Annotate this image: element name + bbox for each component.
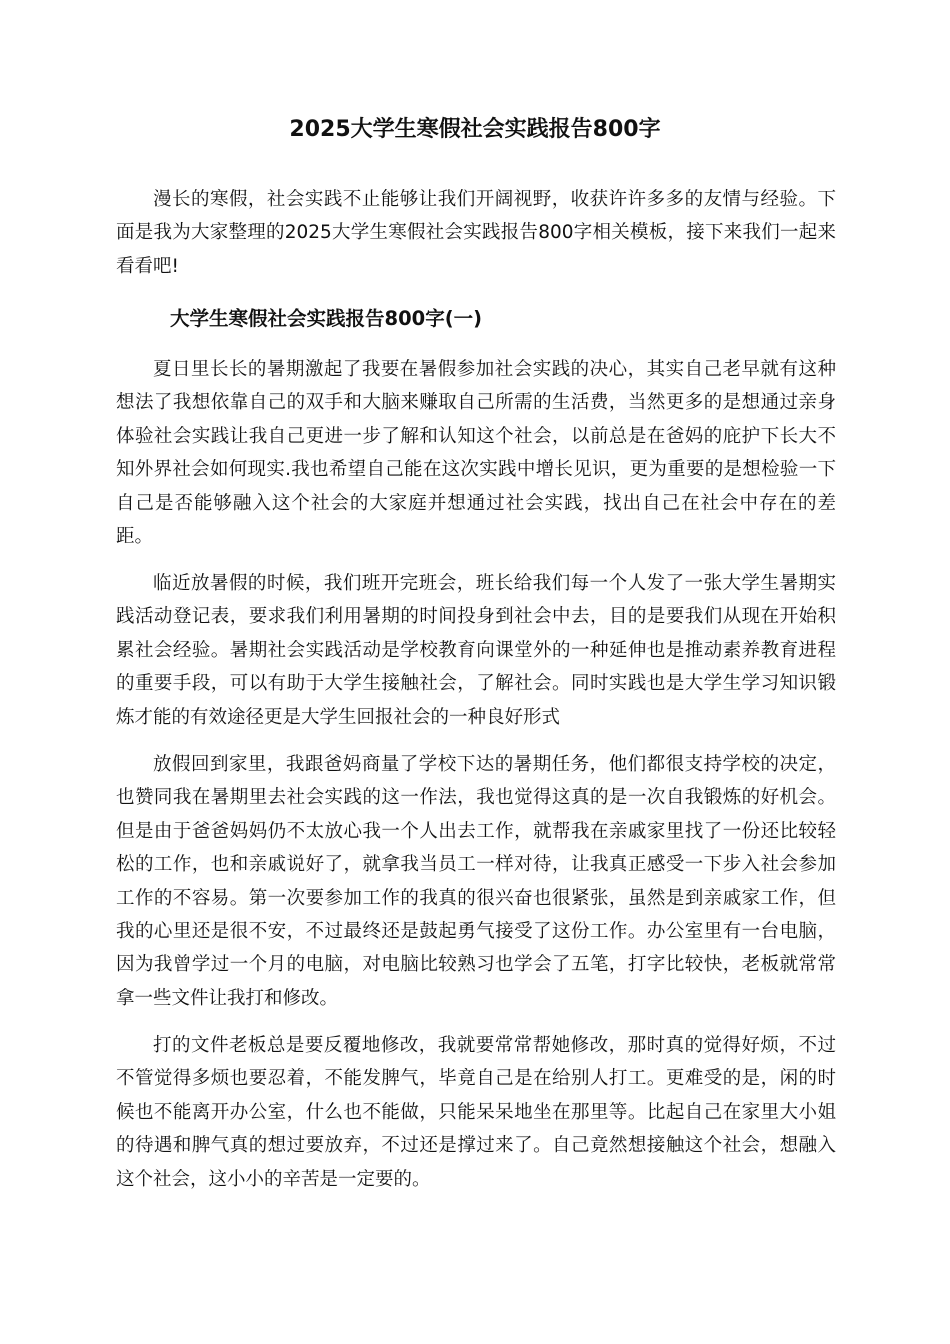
intro-paragraph: 漫长的寒假，社会实践不止能够让我们开阔视野，收获许许多多的友情与经验。下面是我为大家整理的2025大学生寒假社会实践报告800字相关模板，接下来我们一起来看看吧! — [116, 189, 836, 277]
body-paragraph-4: 打的文件老板总是要反覆地修改，我就要常常帮她修改，那时真的觉得好烦，不过不管觉得多烦也要忍着，不能发脾气，毕竟自己是在给别人打工。更难受的是，闲的时候也不能离开办公室，什么也不能做，只能呆呆地坐在那里等。比起自己在家里大小姐的待遇和脾气真的想过要放弃，不过还是撑过来了。自己竟然想接触这个社会，想融入这个社会，这小小的辛苦是一定要的。 — [116, 1035, 836, 1190]
document-title: 2025大学生寒假社会实践报告800字 — [289, 117, 661, 142]
section-heading: 大学生寒假社会实践报告800字(一) — [170, 307, 483, 330]
body-paragraph-1: 夏日里长长的暑期激起了我要在暑假参加社会实践的决心，其实自己老早就有这种想法了我想依靠自己的双手和大脑来赚取自己所需的生活费，当然更多的是想通过亲身体验社会实践让我自己更进一步了解和认知这个社会，以前总是在爸妈的庇护下长大不知外界社会如何现实.我也希望自己能在这次实践中增长见识，更为重要的是想检验一下自己是否能够融入这个社会的大家庭并想通过社会实践，找出自己在社会中存在的差距。 — [116, 359, 836, 548]
body-paragraph-3: 放假回到家里，我跟爸妈商量了学校下达的暑期任务，他们都很支持学校的决定，也赞同我在暑期里去社会实践的这一作法，我也觉得这真的是一次自我锻炼的好机会。但是由于爸爸妈妈仍不太放心我一个人出去工作，就帮我在亲戚家里找了一份还比较轻松的工作，也和亲戚说好了，就拿我当员工一样对待，让我真正感受一下步入社会参加工作的不容易。第一次要参加工作的我真的很兴奋也很紧张，虽然是到亲戚家工作，但我的心里还是很不安，不过最终还是鼓起勇气接受了这份工作。办公室里有一台电脑，因为我曾学过一个月的电脑，对电脑比较熟习也学会了五笔，打字比较快，老板就常常拿一些文件让我打和修改。 — [116, 754, 836, 1009]
body-paragraph-2: 临近放暑假的时候，我们班开完班会，班长给我们每一个人发了一张大学生暑期实践活动登记表，要求我们利用暑期的时间投身到社会中去，目的是要我们从现在开始积累社会经验。暑期社会实践活动是学校教育向课堂外的一种延伸也是推动素养教育进程的重要手段，可以有助于大学生接触社会，了解社会。同时实践也是大学生学习知识锻炼才能的有效途径更是大学生回报社会的一种良好形式 — [116, 573, 836, 728]
